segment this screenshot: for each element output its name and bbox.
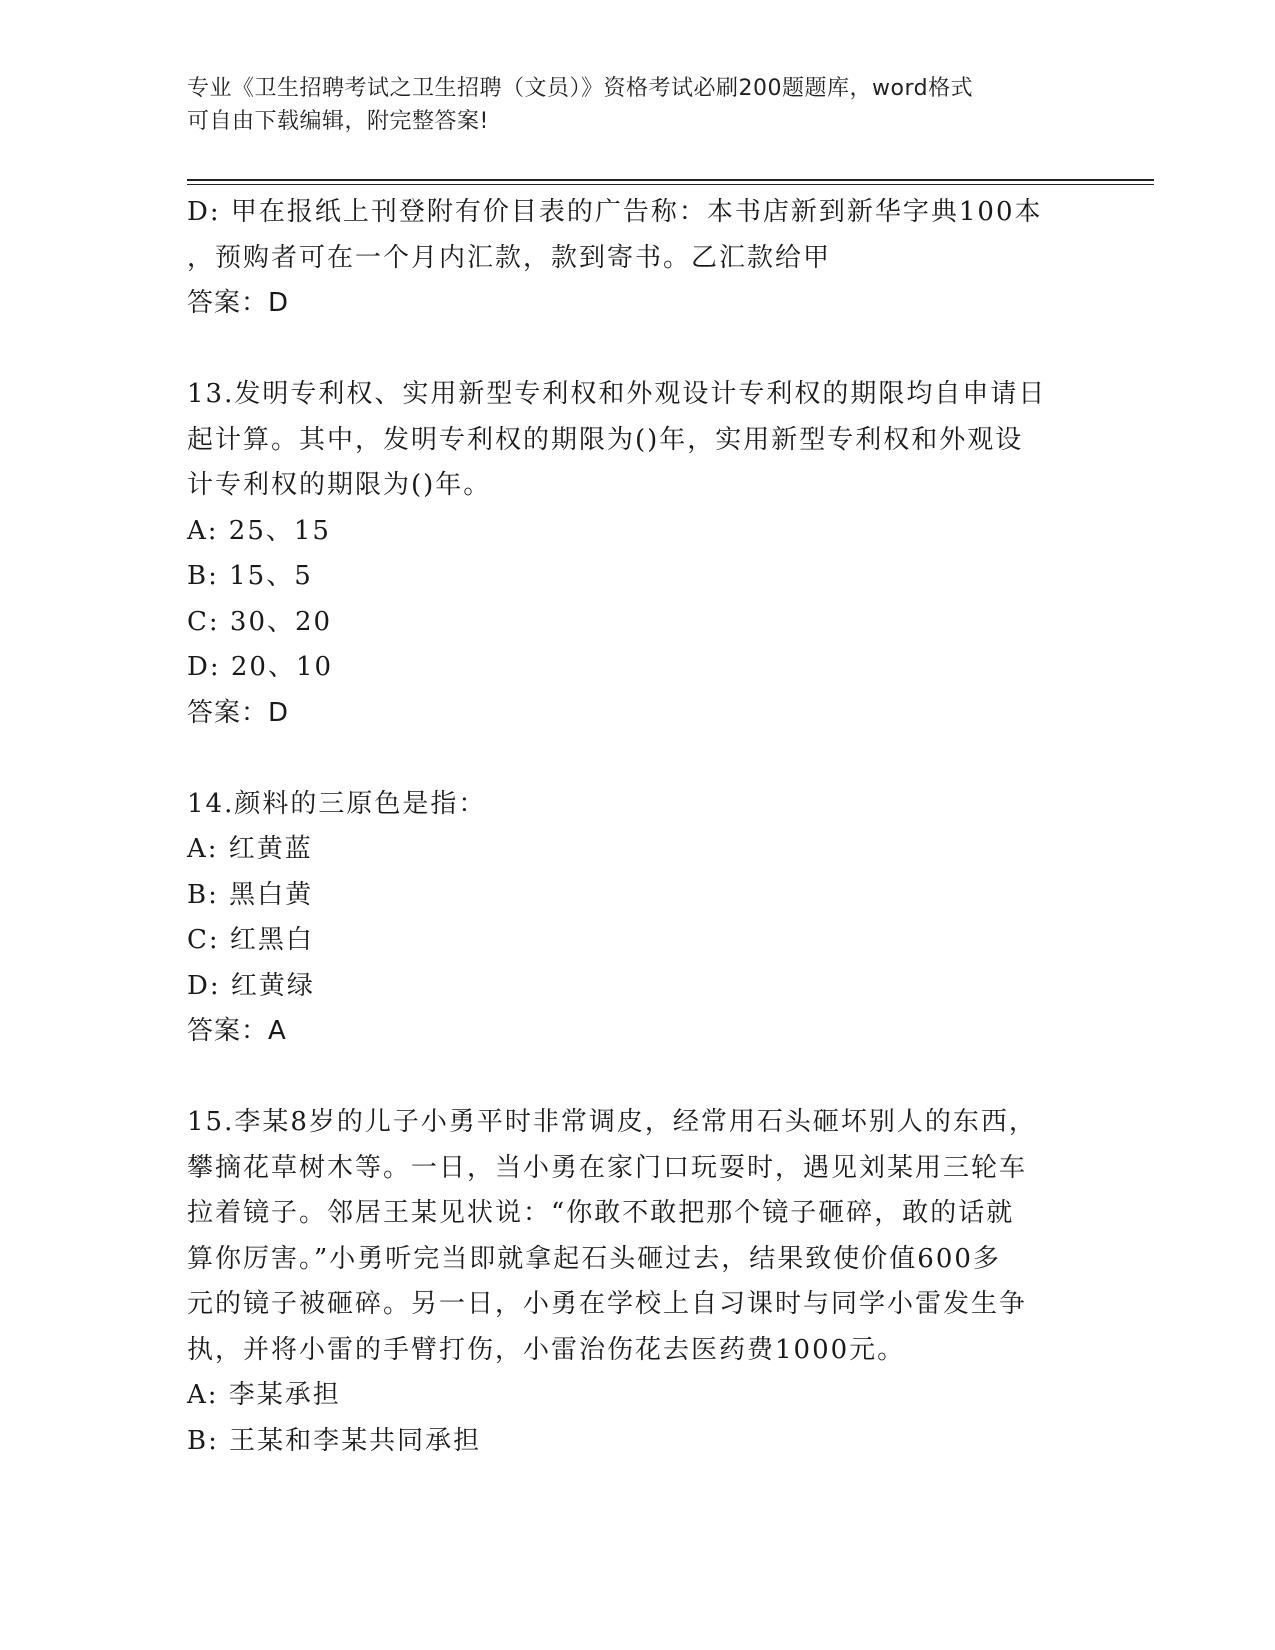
question-stem-line: 拉着镜子。邻居王某见状说：“你敢不敢把那个镜子砸碎，敢的话就 bbox=[187, 1198, 1015, 1228]
answer-line: 答案：D bbox=[187, 288, 290, 318]
question-stem-line: 起计算。其中，发明专利权的期限为()年，实用新型专利权和外观设 bbox=[187, 424, 1024, 455]
option-c: C: 红黑白 bbox=[187, 925, 314, 955]
spacer bbox=[187, 1055, 1087, 1101]
option-b: B: 黑白黄 bbox=[187, 879, 314, 910]
option-d: D: 20、10 bbox=[187, 652, 334, 682]
option-a: A: 李某承担 bbox=[187, 1380, 341, 1410]
question-stem-line: 计专利权的期限为()年。 bbox=[187, 470, 492, 500]
question-stem-line: 15.李某8岁的儿子小勇平时非常调皮，经常用石头砸坏别人的东西， bbox=[187, 1107, 1037, 1137]
header-line-2: 可自由下载编辑，附完整答案! bbox=[187, 109, 489, 134]
question-stem-line: 元的镜子被砸碎。另一日，小勇在学校上自习课时与同学小雷发生争 bbox=[187, 1289, 1028, 1319]
option-d: D: 红黄绿 bbox=[187, 970, 315, 1001]
option-d-line-1: D: 甲在报纸上刊登附有价目表的广告称：本书店新到新华字典100本 bbox=[187, 197, 1043, 227]
header-divider-thin bbox=[187, 184, 1154, 185]
question-12-tail bbox=[187, 190, 1087, 327]
question-stem-line: 算你厉害。”小勇听完当即就拿起石头砸过去，结果致使价值600多 bbox=[187, 1243, 1001, 1274]
question-stem-line: 13.发明专利权、实用新型专利权和外观设计专利权的期限均自申请日 bbox=[187, 379, 1047, 409]
question-list bbox=[187, 190, 1087, 1464]
option-b: B: 王某和李某共同承担 bbox=[187, 1425, 482, 1456]
answer-line: 答案：D bbox=[187, 697, 290, 728]
option-b: B: 15、5 bbox=[187, 561, 313, 591]
option-c: C: 30、20 bbox=[187, 606, 333, 637]
answer-line: 答案：A bbox=[187, 1016, 287, 1046]
option-d-line-2: ，预购者可在一个月内汇款，款到寄书。乙汇款给甲 bbox=[187, 242, 832, 273]
question-15 bbox=[187, 1100, 1087, 1464]
header-divider-thick bbox=[187, 179, 1154, 181]
option-a: A: 红黄蓝 bbox=[187, 834, 313, 864]
question-13 bbox=[187, 372, 1087, 736]
document-header bbox=[187, 72, 1087, 138]
option-a: A: 25、15 bbox=[187, 515, 331, 546]
question-stem-line: 14.颜料的三原色是指： bbox=[187, 788, 487, 819]
spacer bbox=[187, 736, 1087, 782]
question-stem-line: 攀摘花草树木等。一日，当小勇在家门口玩耍时，遇见刘某用三轮车 bbox=[187, 1152, 1028, 1183]
header-line-1: 专业《卫生招聘考试之卫生招聘（文员）》资格考试必刷200题题库，word格式 bbox=[187, 76, 974, 101]
question-14 bbox=[187, 782, 1087, 1055]
question-stem-line: 执，并将小雷的手臂打伤，小雷治伤花去医药费1000元。 bbox=[187, 1334, 906, 1365]
spacer bbox=[187, 327, 1087, 373]
